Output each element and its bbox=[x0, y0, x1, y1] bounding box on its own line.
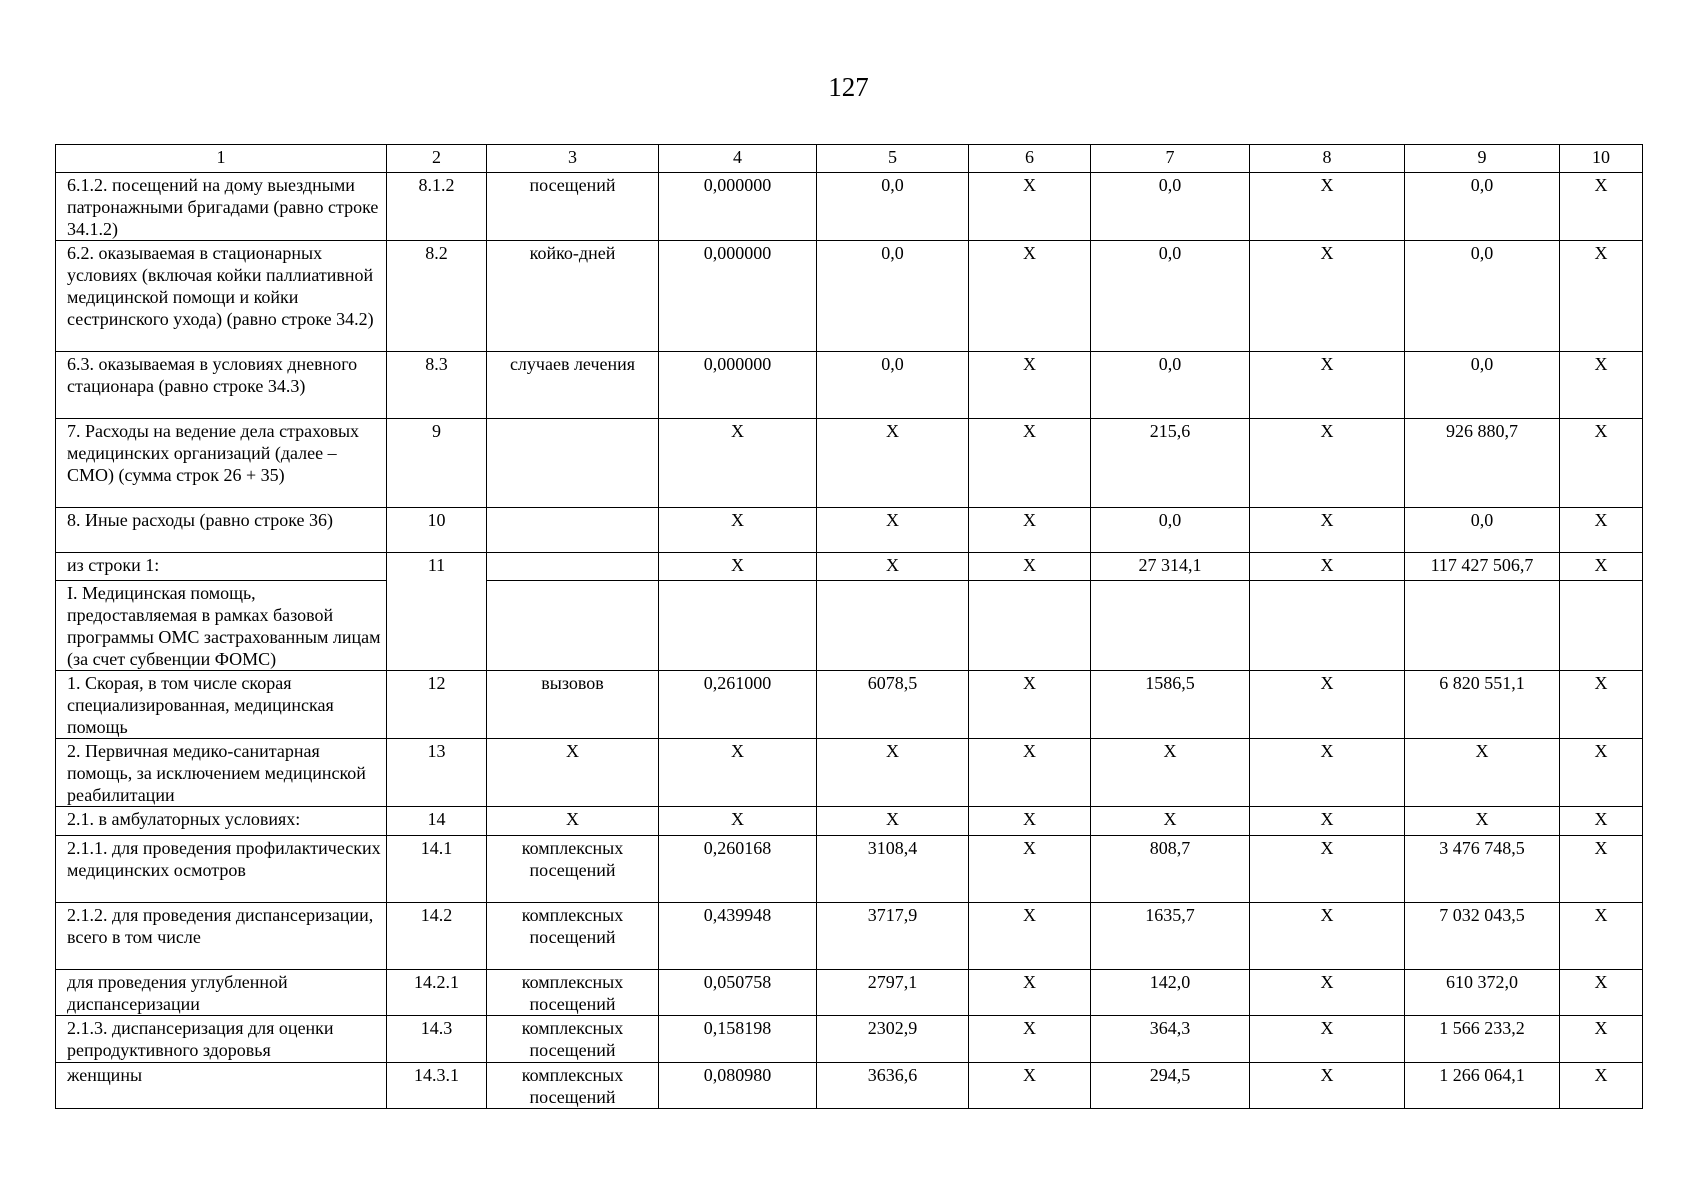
row-value-cell: X bbox=[1250, 352, 1405, 419]
row-value-cell: 808,7 bbox=[1091, 836, 1250, 903]
header-cell: 4 bbox=[659, 145, 817, 173]
row-value-cell: X bbox=[1405, 739, 1560, 807]
row-value-cell: X bbox=[1560, 970, 1643, 1016]
row-code-cell: 10 bbox=[387, 508, 487, 553]
table-row bbox=[56, 241, 1643, 352]
row-value-cell: 0,080980 bbox=[659, 1063, 817, 1109]
row-code-cell: 9 bbox=[387, 419, 487, 508]
row-value-cell: X bbox=[969, 173, 1091, 241]
row-unit-cell bbox=[487, 581, 659, 671]
row-code-cell: 8.1.2 bbox=[387, 173, 487, 241]
header-cell: 10 bbox=[1560, 145, 1643, 173]
row-name-cell: 7. Расходы на ведение дела страховых медицинских организаций (далее – СМО) (сумма строк 26 + 35) bbox=[56, 419, 387, 508]
row-value-cell: 0,0 bbox=[1091, 508, 1250, 553]
row-value-cell: 27 314,1 bbox=[1091, 553, 1250, 581]
row-value-cell: X bbox=[1560, 241, 1643, 352]
row-value-cell bbox=[1091, 581, 1250, 671]
row-value-cell: X bbox=[1560, 1063, 1643, 1109]
row-value-cell: 3108,4 bbox=[817, 836, 969, 903]
row-value-cell: X bbox=[1560, 508, 1643, 553]
row-value-cell: X bbox=[969, 739, 1091, 807]
row-value-cell: X bbox=[969, 836, 1091, 903]
row-value-cell: X bbox=[969, 970, 1091, 1016]
row-value-cell: 0,0 bbox=[1091, 241, 1250, 352]
row-value-cell: X bbox=[1560, 671, 1643, 739]
row-value-cell: X bbox=[1405, 807, 1560, 836]
row-unit-cell: посещений bbox=[487, 173, 659, 241]
row-code-cell: 13 bbox=[387, 739, 487, 807]
header-cell: 2 bbox=[387, 145, 487, 173]
table-row bbox=[56, 508, 1643, 553]
table-row bbox=[56, 671, 1643, 739]
row-value-cell: 1 266 064,1 bbox=[1405, 1063, 1560, 1109]
row-value-cell: 0,000000 bbox=[659, 352, 817, 419]
header-cell: 9 bbox=[1405, 145, 1560, 173]
row-value-cell: X bbox=[969, 1063, 1091, 1109]
row-code-cell: 8.3 bbox=[387, 352, 487, 419]
row-unit-cell: комплексных посещений bbox=[487, 836, 659, 903]
row-value-cell: 0,261000 bbox=[659, 671, 817, 739]
row-value-cell: 0,158198 bbox=[659, 1016, 817, 1063]
row-code-cell: 8.2 bbox=[387, 241, 487, 352]
row-value-cell bbox=[659, 581, 817, 671]
row-value-cell: X bbox=[817, 739, 969, 807]
table-row bbox=[56, 1063, 1643, 1109]
row-value-cell: X bbox=[659, 508, 817, 553]
row-value-cell bbox=[817, 581, 969, 671]
row-value-cell: 0,0 bbox=[817, 352, 969, 419]
row-value-cell: X bbox=[1250, 739, 1405, 807]
row-value-cell: X bbox=[969, 671, 1091, 739]
row-value-cell bbox=[1250, 581, 1405, 671]
row-value-cell: X bbox=[969, 419, 1091, 508]
row-name-cell: 2.1.2. для проведения диспансеризации, всего в том числе bbox=[56, 903, 387, 970]
row-code-cell: 14.2.1 bbox=[387, 970, 487, 1016]
row-name-cell: 6.2. оказываемая в стационарных условиях (включая койки паллиативной медицинской помощи и койки сестринского ухода) (равно строке 34.2) bbox=[56, 241, 387, 352]
row-value-cell: 2797,1 bbox=[817, 970, 969, 1016]
row-value-cell: X bbox=[969, 508, 1091, 553]
table-row bbox=[56, 1016, 1643, 1063]
row-value-cell: 1586,5 bbox=[1091, 671, 1250, 739]
row-name-cell: 2. Первичная медико-санитарная помощь, за исключением медицинской реабилитации bbox=[56, 739, 387, 807]
header-cell: 7 bbox=[1091, 145, 1250, 173]
row-value-cell: X bbox=[1091, 807, 1250, 836]
row-code-cell: 14.3 bbox=[387, 1016, 487, 1063]
row-unit-cell bbox=[487, 553, 659, 581]
row-code-cell: 11 bbox=[387, 553, 487, 671]
row-value-cell: 926 880,7 bbox=[1405, 419, 1560, 508]
row-unit-cell: X bbox=[487, 807, 659, 836]
row-value-cell: 2302,9 bbox=[817, 1016, 969, 1063]
row-value-cell: 0,260168 bbox=[659, 836, 817, 903]
row-value-cell: X bbox=[659, 739, 817, 807]
row-unit-cell: случаев лечения bbox=[487, 352, 659, 419]
row-value-cell: 0,0 bbox=[1091, 173, 1250, 241]
table-row bbox=[56, 807, 1643, 836]
row-value-cell: X bbox=[1560, 553, 1643, 581]
row-value-cell: X bbox=[1250, 836, 1405, 903]
row-name-cell: из строки 1: bbox=[56, 553, 387, 581]
header-cell: 5 bbox=[817, 145, 969, 173]
row-name-cell: 2.1. в амбулаторных условиях: bbox=[56, 807, 387, 836]
table-row bbox=[56, 553, 1643, 581]
row-value-cell: 6078,5 bbox=[817, 671, 969, 739]
row-code-cell: 14 bbox=[387, 807, 487, 836]
row-value-cell bbox=[1560, 581, 1643, 671]
row-value-cell: X bbox=[969, 1016, 1091, 1063]
row-value-cell: X bbox=[1560, 173, 1643, 241]
row-value-cell: X bbox=[1560, 352, 1643, 419]
row-name-cell: I. Медицинская помощь, предоставляемая в рамках базовой программы ОМС застрахованным лицам (за счет субвенции ФОМС) bbox=[56, 581, 387, 671]
row-value-cell: X bbox=[1250, 1016, 1405, 1063]
table-row bbox=[56, 581, 1643, 671]
header-row bbox=[56, 145, 1643, 173]
table-row bbox=[56, 903, 1643, 970]
row-value-cell: 1 566 233,2 bbox=[1405, 1016, 1560, 1063]
row-name-cell: для проведения углубленной диспансеризации bbox=[56, 970, 387, 1016]
row-value-cell: 0,0 bbox=[1405, 508, 1560, 553]
row-value-cell: X bbox=[1560, 807, 1643, 836]
header-cell: 1 bbox=[56, 145, 387, 173]
row-unit-cell: комплексных посещений bbox=[487, 903, 659, 970]
row-value-cell: X bbox=[659, 419, 817, 508]
row-value-cell: 294,5 bbox=[1091, 1063, 1250, 1109]
row-value-cell: 0,0 bbox=[1405, 241, 1560, 352]
row-value-cell: X bbox=[817, 807, 969, 836]
row-value-cell: X bbox=[1560, 739, 1643, 807]
row-value-cell: X bbox=[1250, 173, 1405, 241]
row-value-cell: 1635,7 bbox=[1091, 903, 1250, 970]
row-unit-cell bbox=[487, 508, 659, 553]
table-row bbox=[56, 836, 1643, 903]
row-value-cell: 0,0 bbox=[817, 241, 969, 352]
row-value-cell: X bbox=[1560, 903, 1643, 970]
row-value-cell: X bbox=[1560, 1016, 1643, 1063]
row-unit-cell: койко-дней bbox=[487, 241, 659, 352]
data-table bbox=[55, 144, 1643, 1109]
row-value-cell: 117 427 506,7 bbox=[1405, 553, 1560, 581]
row-value-cell: X bbox=[1250, 671, 1405, 739]
row-value-cell: 3717,9 bbox=[817, 903, 969, 970]
page-number: 127 bbox=[828, 72, 869, 102]
row-code-cell: 14.1 bbox=[387, 836, 487, 903]
row-value-cell: X bbox=[817, 419, 969, 508]
row-value-cell: X bbox=[969, 241, 1091, 352]
row-code-cell: 12 bbox=[387, 671, 487, 739]
row-code-cell: 14.3.1 bbox=[387, 1063, 487, 1109]
row-value-cell: X bbox=[659, 553, 817, 581]
row-value-cell bbox=[1405, 581, 1560, 671]
row-value-cell: 215,6 bbox=[1091, 419, 1250, 508]
row-value-cell: 0,000000 bbox=[659, 173, 817, 241]
table-row bbox=[56, 739, 1643, 807]
row-value-cell: X bbox=[1250, 970, 1405, 1016]
row-code-cell: 14.2 bbox=[387, 903, 487, 970]
row-unit-cell: X bbox=[487, 739, 659, 807]
row-value-cell: 0,0 bbox=[1405, 173, 1560, 241]
row-name-cell: 2.1.1. для проведения профилактических медицинских осмотров bbox=[56, 836, 387, 903]
row-value-cell: X bbox=[659, 807, 817, 836]
row-unit-cell bbox=[487, 419, 659, 508]
row-value-cell: 364,3 bbox=[1091, 1016, 1250, 1063]
row-value-cell: 6 820 551,1 bbox=[1405, 671, 1560, 739]
row-value-cell: X bbox=[1560, 836, 1643, 903]
row-value-cell: X bbox=[1250, 241, 1405, 352]
table-row bbox=[56, 352, 1643, 419]
row-name-cell: 1. Скорая, в том числе скорая специализированная, медицинская помощь bbox=[56, 671, 387, 739]
row-unit-cell: вызовов bbox=[487, 671, 659, 739]
row-value-cell: 610 372,0 bbox=[1405, 970, 1560, 1016]
row-value-cell: X bbox=[1250, 419, 1405, 508]
row-value-cell: X bbox=[1250, 553, 1405, 581]
row-unit-cell: комплексных посещений bbox=[487, 970, 659, 1016]
header-cell: 3 bbox=[487, 145, 659, 173]
row-unit-cell: комплексных посещений bbox=[487, 1063, 659, 1109]
row-name-cell: 6.3. оказываемая в условиях дневного стационара (равно строке 34.3) bbox=[56, 352, 387, 419]
row-value-cell: X bbox=[1250, 903, 1405, 970]
row-value-cell: X bbox=[969, 352, 1091, 419]
row-value-cell: X bbox=[817, 553, 969, 581]
row-value-cell: X bbox=[1250, 1063, 1405, 1109]
header-cell: 6 bbox=[969, 145, 1091, 173]
row-name-cell: 8. Иные расходы (равно строке 36) bbox=[56, 508, 387, 553]
table-row bbox=[56, 419, 1643, 508]
table-row bbox=[56, 173, 1643, 241]
row-value-cell: 3636,6 bbox=[817, 1063, 969, 1109]
row-value-cell: 0,0 bbox=[1405, 352, 1560, 419]
row-value-cell: X bbox=[969, 807, 1091, 836]
row-value-cell: X bbox=[969, 553, 1091, 581]
row-value-cell: 0,439948 bbox=[659, 903, 817, 970]
row-value-cell: 0,050758 bbox=[659, 970, 817, 1016]
header-cell: 8 bbox=[1250, 145, 1405, 173]
row-value-cell: 0,0 bbox=[817, 173, 969, 241]
row-value-cell: X bbox=[1250, 508, 1405, 553]
row-value-cell: X bbox=[1250, 807, 1405, 836]
row-value-cell: X bbox=[1091, 739, 1250, 807]
row-value-cell: 3 476 748,5 bbox=[1405, 836, 1560, 903]
row-value-cell bbox=[969, 581, 1091, 671]
row-name-cell: 2.1.3. диспансеризация для оценки репродуктивного здоровья bbox=[56, 1016, 387, 1063]
row-value-cell: X bbox=[1560, 419, 1643, 508]
row-value-cell: 7 032 043,5 bbox=[1405, 903, 1560, 970]
row-unit-cell: комплексных посещений bbox=[487, 1016, 659, 1063]
row-value-cell: 142,0 bbox=[1091, 970, 1250, 1016]
row-value-cell: 0,0 bbox=[1091, 352, 1250, 419]
row-name-cell: 6.1.2. посещений на дому выездными патронажными бригадами (равно строке 34.1.2) bbox=[56, 173, 387, 241]
row-value-cell: 0,000000 bbox=[659, 241, 817, 352]
row-value-cell: X bbox=[969, 903, 1091, 970]
row-value-cell: X bbox=[817, 508, 969, 553]
row-name-cell: женщины bbox=[56, 1063, 387, 1109]
table-row bbox=[56, 970, 1643, 1016]
